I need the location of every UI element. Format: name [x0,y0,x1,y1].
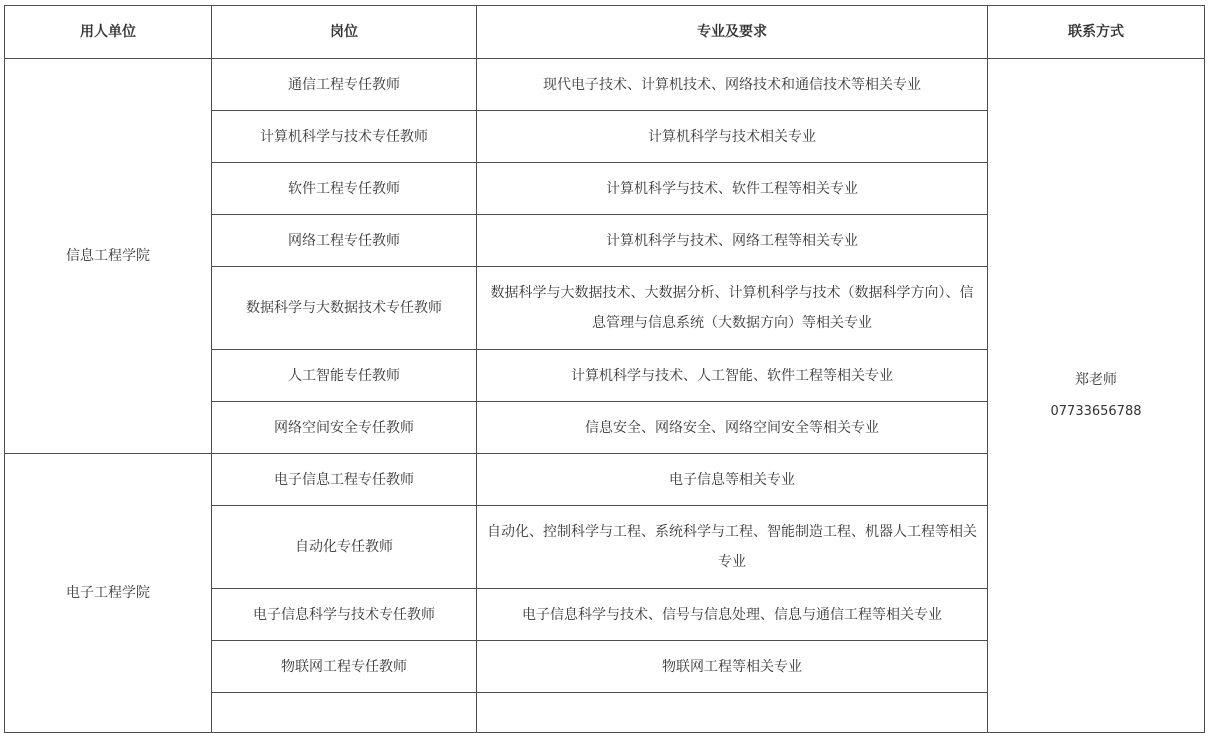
requirement-cell: 电子信息等相关专业 [477,454,988,506]
requirement-cell: 自动化、控制科学与工程、系统科学与工程、智能制造工程、机器人工程等相关专业 [477,506,988,589]
position-cell: 电子信息工程专任教师 [212,454,477,506]
table-row [5,59,1205,111]
position-cell: 网络工程专任教师 [212,215,477,267]
contact-name: 郑老师 [1075,371,1117,388]
position-cell: 自动化专任教师 [212,506,477,589]
contact-phone: 07733656788 [1050,403,1142,419]
position-cell: 通信工程专任教师 [212,59,477,111]
unit-cell: 电子工程学院 [5,454,212,733]
requirement-cell: 计算机科学与技术相关专业 [477,111,988,163]
unit-cell: 信息工程学院 [5,59,212,454]
recruitment-table [4,5,1205,733]
position-cell: 软件工程专任教师 [212,163,477,215]
position-cell: 电子信息科学与技术专任教师 [212,589,477,641]
position-cell: 计算机科学与技术专任教师 [212,111,477,163]
header-contact: 联系方式 [988,6,1205,59]
position-cell: 物联网工程专任教师 [212,641,477,693]
header-position: 岗位 [212,6,477,59]
requirement-cell: 电子信息科学与技术、信号与信息处理、信息与通信工程等相关专业 [477,589,988,641]
position-cell: 人工智能专任教师 [212,350,477,402]
requirement-cell: 计算机科学与技术、网络工程等相关专业 [477,215,988,267]
requirement-cell: 现代电子技术、计算机技术、网络技术和通信技术等相关专业 [477,59,988,111]
position-cell: 数据科学与大数据技术专任教师 [212,267,477,350]
requirement-cell: 信息安全、网络安全、网络空间安全等相关专业 [477,402,988,454]
requirement-cell: 物联网工程等相关专业 [477,641,988,693]
requirement-cell: 计算机科学与技术、软件工程等相关专业 [477,163,988,215]
position-cell: 网络空间安全专任教师 [212,402,477,454]
header-requirement: 专业及要求 [477,6,988,59]
requirement-cell: 数据科学与大数据技术、大数据分析、计算机科学与技术（数据科学方向）、信息管理与信息系统（大数据方向）等相关专业 [477,267,988,350]
header-row [5,6,1205,59]
header-unit: 用人单位 [5,6,212,59]
contact-cell [988,59,1205,733]
requirement-cell: 计算机科学与技术、人工智能、软件工程等相关专业 [477,350,988,402]
